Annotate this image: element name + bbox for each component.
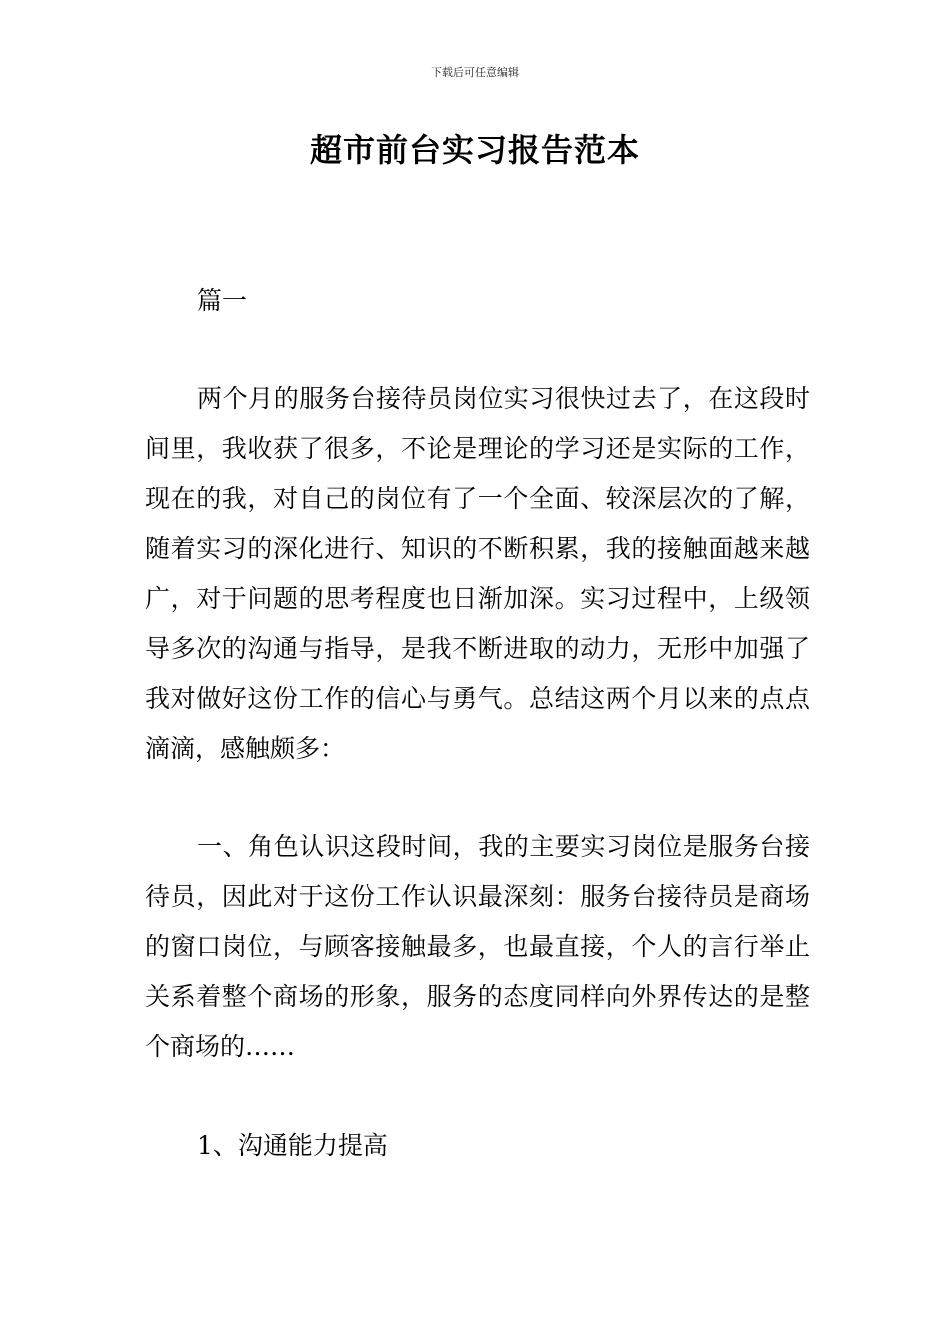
sub-heading: 1、沟通能力提高 xyxy=(197,1131,388,1160)
paragraph-2: 一、角色认识这段时间，我的主要实习岗位是服务台接待员，因此对于这份工作认识最深刻：服务台接待员是商场的窗口岗位，与顾客接触最多，也最直接，个人的言行举止关系着整个商场的形象，服务的态度同样向外界传达的是整个商场的…… xyxy=(145,832,810,1061)
header-note: 下载后可任意编辑 xyxy=(431,66,519,79)
paragraph-1: 两个月的服务台接待员岗位实习很快过去了，在这段时间里，我收获了很多，不论是理论的学习还是实际的工作，现在的我，对自己的岗位有了一个全面、较深层次的了解，随着实习的深化进行、知识的不断积累，我的接触面越来越广，对于问题的思考程度也日渐加深。实习过程中，上级领导多次的沟通与指导，是我不断进取的动力，无形中加强了我对做好这份工作的信心与勇气。总结这两个月以来的点点滴滴，感触颇多： xyxy=(145,384,810,763)
section-label: 篇一 xyxy=(197,286,248,315)
document-title: 超市前台实习报告范本 xyxy=(309,131,640,169)
